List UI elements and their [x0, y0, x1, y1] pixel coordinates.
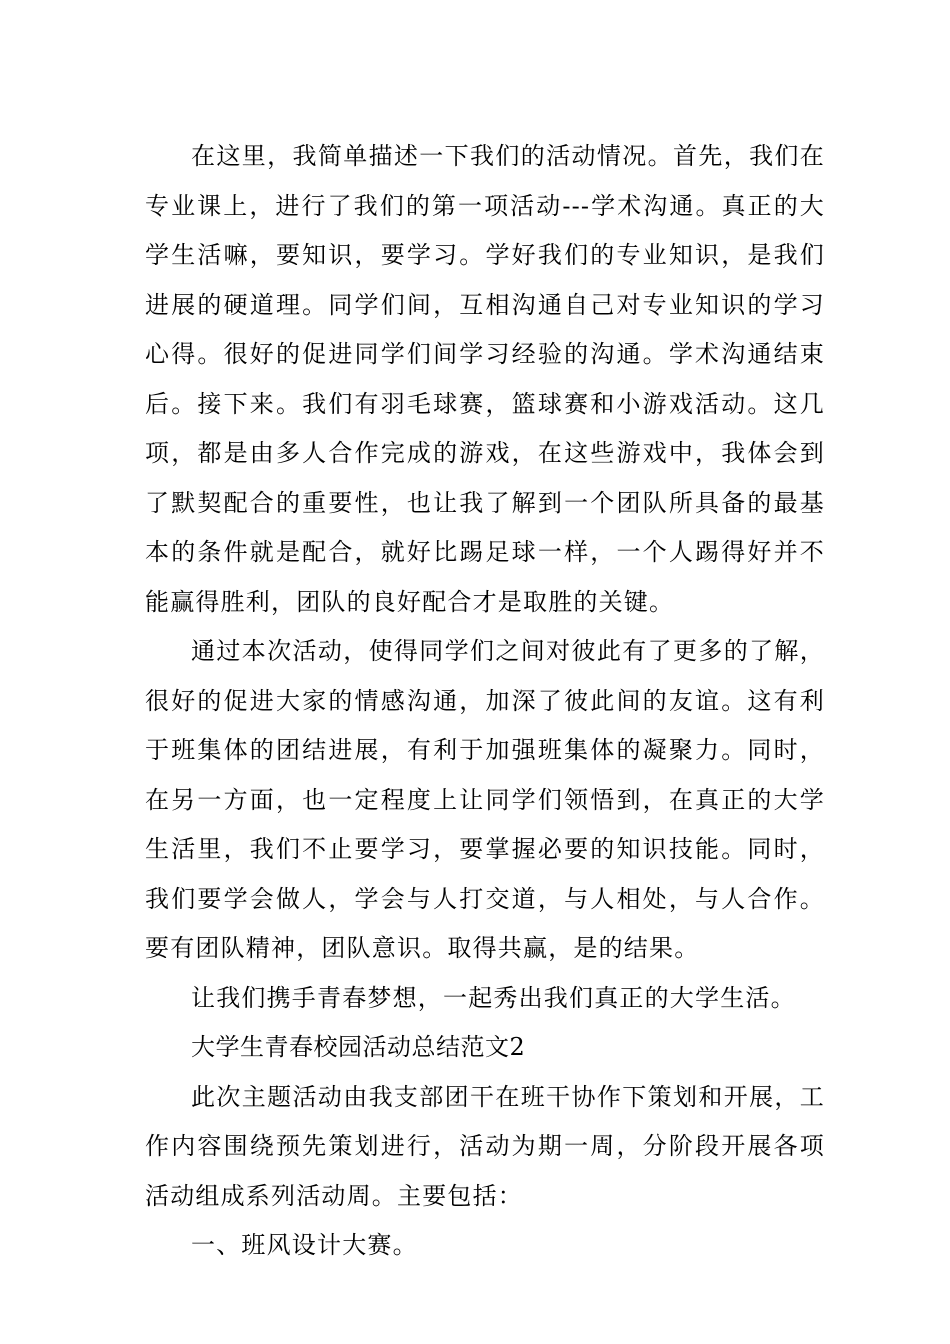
paragraph-section-intro: 此次主题活动由我支部团干在班干协作下策划和开展，工作内容围绕预先策划进行，活动为期一周，分阶段开展各项活动组成系列活动周。主要包括：: [145, 1082, 825, 1210]
paragraph-closing-line: 让我们携手青春梦想，一起秀出我们真正的大学生活。: [191, 983, 796, 1012]
section-title: 大学生青春校园活动总结范文2: [191, 1033, 526, 1061]
paragraph-activity-reflection: 通过本次活动，使得同学们之间对彼此有了更多的了解，很好的促进大家的情感沟通，加深了彼此间的友谊。这有利于班集体的团结进展，有利于加强班集体的凝聚力。同时，在另一方面，也一定程度上让同学们领悟到，在真正的大学生活里，我们不止要学习，要掌握必要的知识技能。同时，我们要学会做人，学会与人打交道，与人相处，与人合作。要有团队精神，团队意识。取得共赢，是的结果。: [145, 637, 825, 962]
document-body: [145, 132, 825, 1271]
list-item-first: 一、班风设计大赛。: [191, 1231, 418, 1259]
paragraph-activity-description: 在这里，我简单描述一下我们的活动情况。首先，我们在专业课上，进行了我们的第一项活动---学术沟通。真正的大学生活嘛，要知识，要学习。学好我们的专业知识，是我们进展的硬道理。同学们间，互相沟通自己对专业知识的学习心得。很好的促进同学们间学习经验的沟通。学术沟通结束后。接下来。我们有羽毛球赛，篮球赛和小游戏活动。这几项，都是由多人合作完成的游戏，在这些游戏中，我体会到了默契配合的重要性，也让我了解到一个团队所具备的最基本的条件就是配合，就好比踢足球一样，一个人踢得好并不能赢得胜利，团队的良好配合才是取胜的关键。: [145, 142, 825, 616]
